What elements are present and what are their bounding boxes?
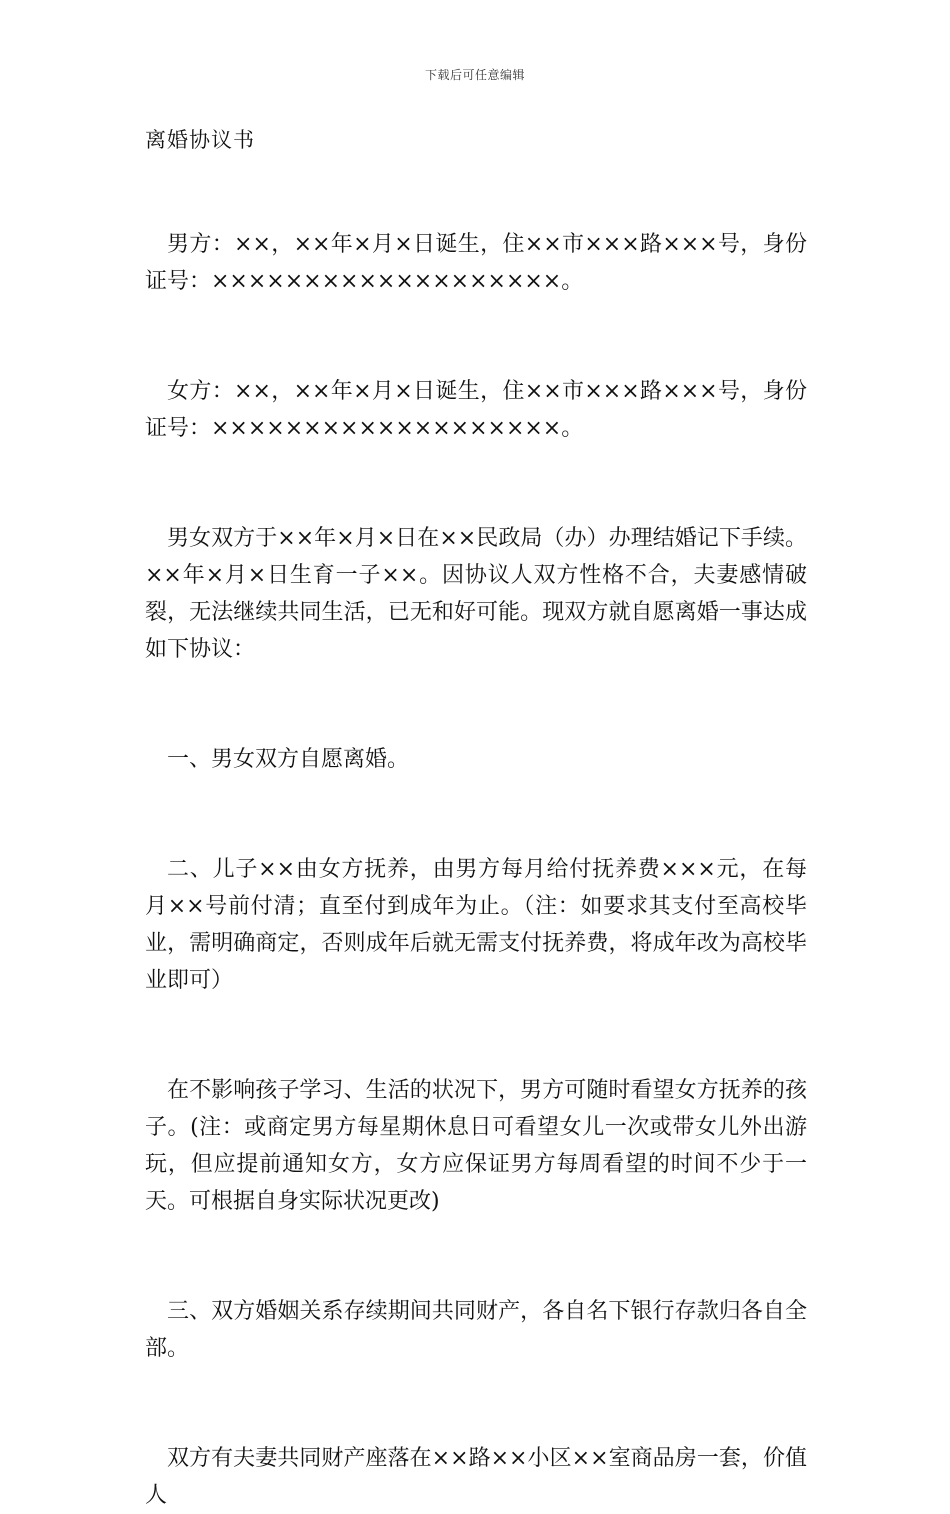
document-body (145, 226, 807, 1514)
header-note: 下载后可任意编辑 (424, 68, 525, 82)
paragraph-clause-3: 三、双方婚姻关系存续期间共同财产，各自名下银行存款归各自全部。 (145, 1299, 807, 1361)
paragraph-visitation: 在不影响孩子学习、生活的状况下，男方可随时看望女方抚养的孩子。(注：或商定男方每星期休息日可看望女儿一次或带女儿外出游玩，但应提前通知女方，女方应保证男方每周看望的时间不少于一天。可根据自身实际状况更改) (145, 1078, 807, 1214)
document-title: 离婚协议书 (145, 128, 255, 152)
paragraph-clause-1: 一、男女双方自愿离婚。 (167, 747, 410, 772)
paragraph-marriage-background: 男女双方于××年×月×日在××民政局（办）办理结婚记下手续。××年×月×日生育一子××。因协议人双方性格不合，夫妻感情破裂，无法继续共同生活，已无和好可能。现双方就自愿离婚一事达成如下协议： (145, 526, 807, 662)
paragraph-wife-info: 女方：××，××年×月×日诞生，住××市×××路×××号，身份证号：×××××××××××××××××××。 (145, 379, 807, 441)
paragraph-clause-2: 二、儿子××由女方抚养，由男方每月给付抚养费×××元，在每月××号前付清；直至付到成年为止。（注：如要求其支付至高校毕业，需明确商定，否则成年后就无需支付抚养费，将成年改为高校毕业即可） (145, 857, 807, 993)
paragraph-husband-info: 男方：××，××年×月×日诞生，住××市×××路×××号，身份证号：×××××××××××××××××××。 (145, 232, 807, 294)
paragraph-property: 双方有夫妻共同财产座落在××路××小区××室商品房一套，价值人 (145, 1446, 807, 1508)
